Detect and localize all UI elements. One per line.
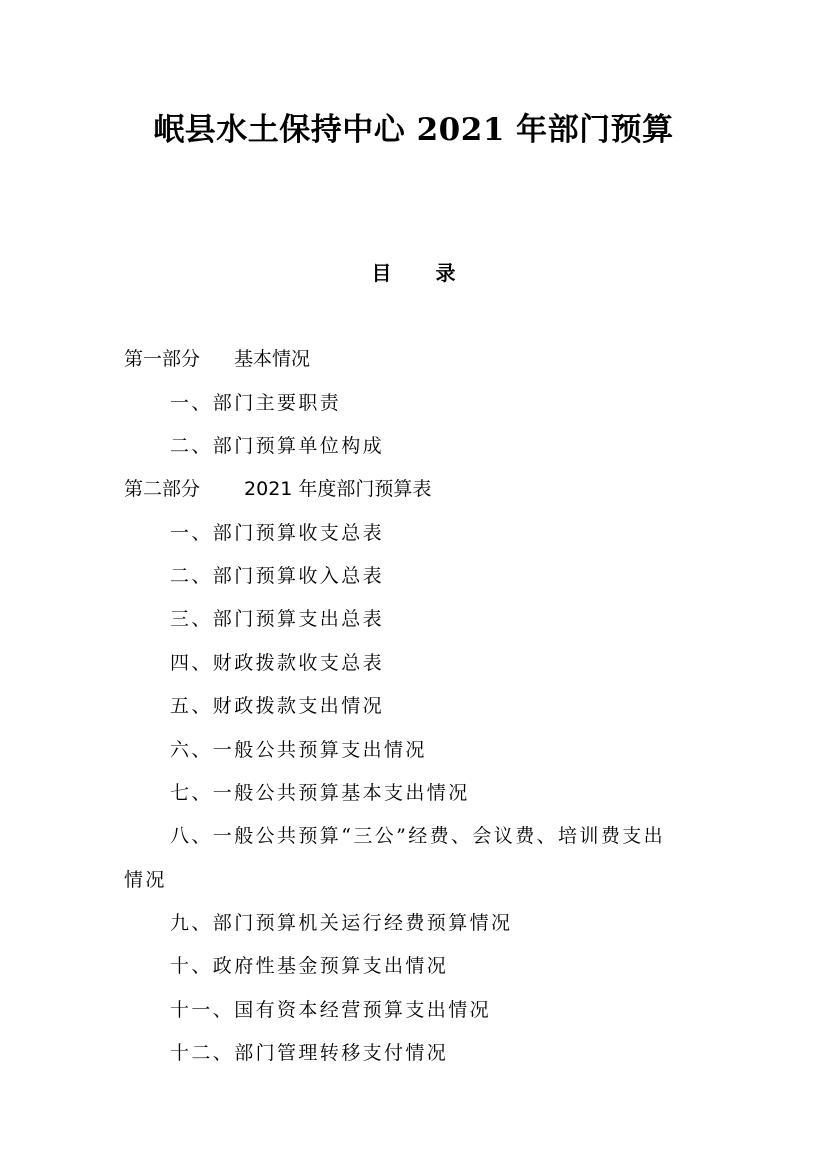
toc-item: 八、一般公共预算“三公”经费、会议费、培训费支出	[170, 825, 666, 847]
toc-part-1-name: 第一部分	[124, 348, 201, 370]
toc-item-continuation: 情况	[124, 869, 167, 891]
toc-item: 四、财政拨款收支总表	[170, 652, 385, 674]
toc-item: 五、财政拨款支出情况	[170, 695, 385, 717]
toc-item: 十、政府性基金预算支出情况	[170, 955, 449, 977]
toc-item: 十二、部门管理转移支付情况	[170, 1042, 449, 1064]
toc-part-2	[124, 475, 431, 503]
toc-item: 三、部门预算支出总表	[170, 608, 385, 630]
toc-item: 九、部门预算机关运行经费预算情况	[170, 912, 513, 934]
toc-heading-left: 目	[371, 261, 392, 285]
toc-item: 十一、国有资本经营预算支出情况	[170, 999, 492, 1021]
toc-part-2-name: 第二部分	[124, 478, 201, 500]
toc-item: 一、部门预算收支总表	[170, 522, 385, 544]
toc-heading-right: 录	[435, 261, 456, 285]
toc-part-1-label: 基本情况	[234, 348, 311, 370]
toc-item: 二、部门预算收入总表	[170, 565, 385, 587]
toc-part-2-label: 2021 年度部门预算表	[244, 478, 432, 500]
toc-item: 二、部门预算单位构成	[170, 435, 385, 457]
toc-item: 一、部门主要职责	[170, 392, 342, 414]
document-title: 岷县水土保持中心 2021 年部门预算	[153, 112, 674, 148]
toc-part-1	[124, 345, 310, 373]
toc-item: 六、一般公共预算支出情况	[170, 739, 427, 761]
toc-heading	[0, 258, 827, 288]
toc-item: 七、一般公共预算基本支出情况	[170, 782, 470, 804]
